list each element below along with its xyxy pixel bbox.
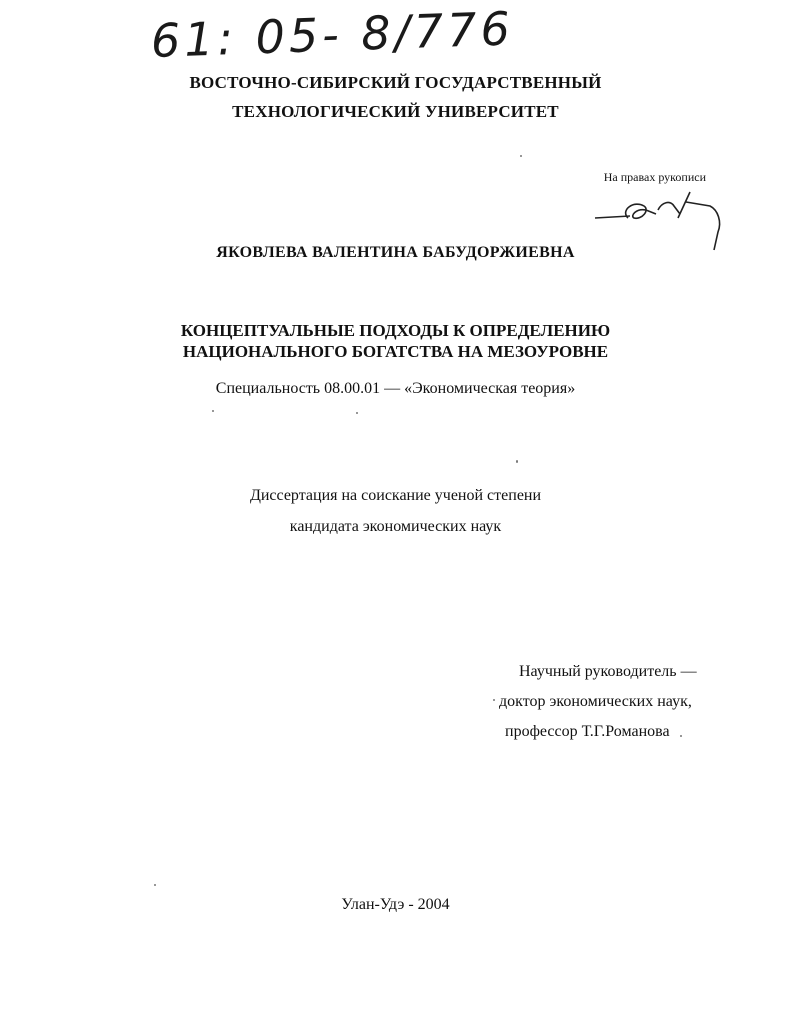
advisor-line2: доктор экономических наук, — [499, 693, 692, 710]
advisor-line1: Научный руководитель — — [519, 663, 697, 680]
advisor-line3: профессор Т.Г.Романова — [505, 723, 670, 740]
specialty: Специальность 08.00.01 — «Экономическая теория» — [215, 380, 576, 397]
author-name: ЯКОВЛЕВА ВАЛЕНТИНА БАБУДОРЖИЕВНА — [216, 244, 575, 261]
archive-number-handwritten: 61: 05- 8/776 — [150, 1, 515, 68]
university-name-line1: ВОСТОЧНО-СИБИРСКИЙ ГОСУДАРСТВЕННЫЙ — [189, 73, 602, 92]
rights-note: На правах рукописи — [603, 170, 706, 184]
scan-speck — [516, 460, 518, 463]
scan-speck — [212, 410, 214, 412]
university-name-line2: ТЕХНОЛОГИЧЕСКИЙ УНИВЕРСИТЕТ — [232, 102, 559, 121]
scan-speck — [154, 884, 156, 886]
dissertation-degree-line1: Диссертация на соискание ученой степени — [249, 487, 542, 504]
dissertation-title-line1: КОНЦЕПТУАЛЬНЫЕ ПОДХОДЫ К ОПРЕДЕЛЕНИЮ — [180, 321, 611, 340]
scan-speck — [520, 155, 522, 157]
dissertation-degree-line2: кандидата экономических наук — [289, 518, 502, 535]
place-year: Улан-Удэ - 2004 — [341, 896, 450, 913]
scan-speck — [356, 412, 358, 414]
dissertation-title-line2: НАЦИОНАЛЬНОГО БОГАТСТВА НА МЕЗОУРОВНЕ — [182, 342, 609, 361]
scan-speck — [493, 699, 495, 701]
scan-speck — [680, 735, 682, 737]
